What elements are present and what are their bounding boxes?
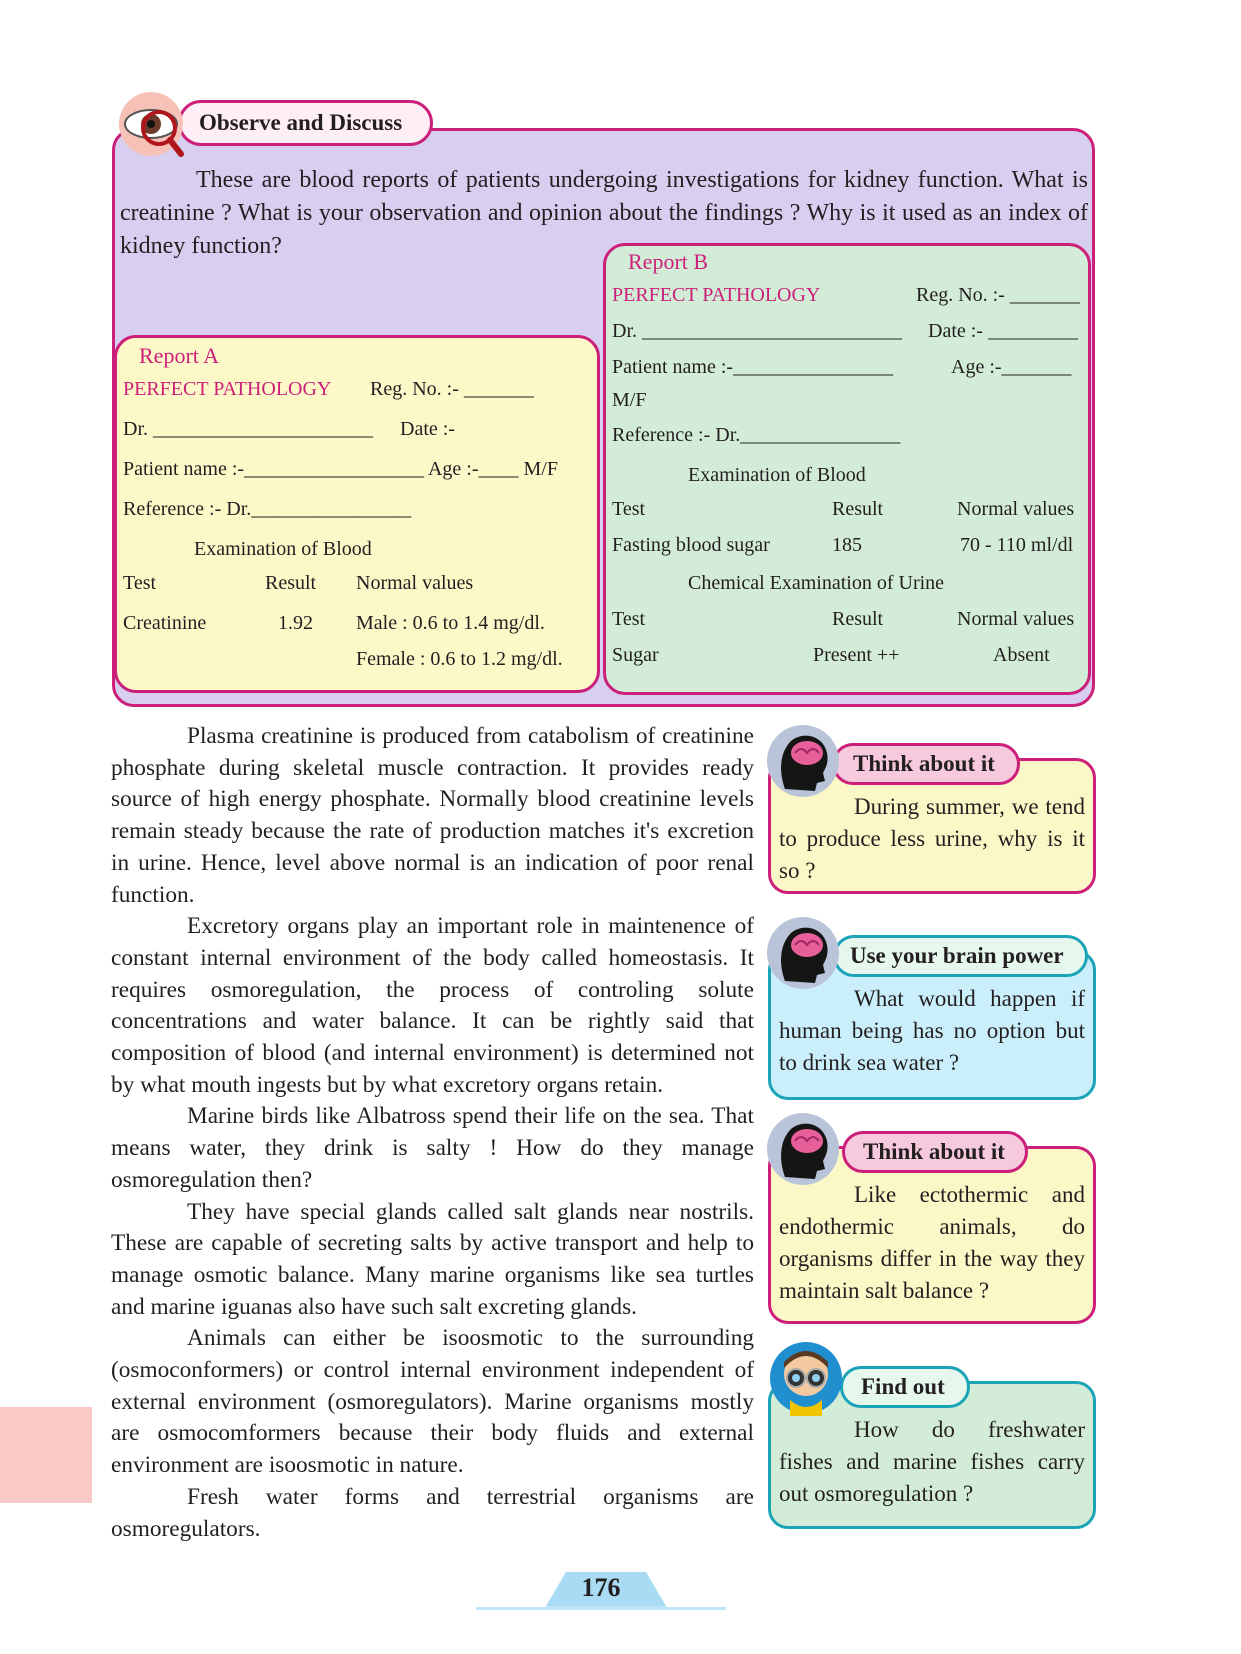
body-paragraph: Animals can either be isoosmotic to the surrounding (osmoconformers) or control internal environment independent of external environment (osmoregulators). Marine organisms mostly are osmocomformers because their body fluids and external environment are isoosmotic in nature. [111, 1325, 754, 1479]
body-paragraph: Marine birds like Albatross spend their life on the sea. That means water, they drink is salty ! How do they manage osmoregulation then? [111, 1103, 754, 1193]
brain-head-icon [765, 915, 841, 991]
report-b-header-normal: Normal values [957, 498, 1075, 520]
report-b-date: Date :- _________ [928, 320, 1078, 342]
body-paragraph: Fresh water forms and terrestrial organisms are osmoregulators. [111, 1483, 754, 1542]
report-a-test: Creatinine [123, 612, 207, 634]
report-a-card [114, 335, 600, 693]
report-b-doctor: Dr. __________________________ [612, 320, 902, 342]
report-b-reference: Reference :- Dr.________________ [612, 424, 901, 446]
chapter-margin-tab [0, 1407, 92, 1503]
report-a-normal-female: Female : 0.6 to 1.2 mg/dl. [356, 648, 563, 670]
think-about-it-text: During summer, we tend to produce less urine, why is it so ? [779, 794, 1085, 883]
find-out-text: How do freshwater fishes and marine fishes carry out osmoregulation ? [779, 1417, 1085, 1506]
report-b-header-result: Result [832, 498, 884, 520]
report-b-gender: M/F [612, 389, 647, 411]
find-out-title: Find out [840, 1366, 970, 1408]
report-b-section-blood: Examination of Blood [688, 464, 866, 486]
report-a-reference: Reference :- Dr.________________ [123, 498, 412, 520]
report-a-patient: Patient name :-__________________ Age :-____ M/F [123, 458, 558, 480]
report-b-patient: Patient name :-________________ [612, 356, 894, 378]
report-b-header-test: Test [612, 498, 646, 520]
report-b-title: Report B [628, 249, 709, 274]
page-number: 176 [581, 1573, 621, 1602]
page-number-banner [476, 1570, 726, 1610]
report-a-doctor: Dr. ______________________ [123, 418, 373, 440]
observe-intro-text: These are blood reports of patients undergoing investigations for kidney function. What is creatinine ? What is your observation and opinion about the findings ? Why is it used as an index of kidney function? [120, 167, 1088, 259]
brain-head-icon [765, 1111, 841, 1187]
report-b-blood-result: 185 [832, 534, 862, 556]
brain-power-text: What would happen if human being has no option but to drink sea water ? [779, 986, 1085, 1075]
report-b-urine-normal: Absent [993, 644, 1050, 666]
report-b-age: Age :-_______ [951, 356, 1072, 378]
report-a-section: Examination of Blood [194, 538, 372, 560]
observe-discuss-title: Observe and Discuss [178, 100, 433, 146]
report-a-normal-male: Male : 0.6 to 1.4 mg/dl. [356, 612, 545, 634]
think-about-it-title: Think about it [832, 743, 1020, 785]
binoculars-kid-icon [768, 1340, 844, 1416]
brain-head-icon [765, 723, 841, 799]
report-a-lab-name: PERFECT PATHOLOGY [123, 378, 332, 400]
report-a-title: Report A [139, 343, 220, 368]
report-b-section-urine: Chemical Examination of Urine [688, 572, 945, 594]
report-a-header-result: Result [265, 572, 317, 594]
report-b-blood-normal: 70 - 110 ml/dl [960, 534, 1074, 556]
report-b-urine-test: Sugar [612, 644, 659, 666]
report-b-urine-header-test: Test [612, 608, 646, 630]
report-b-blood-test: Fasting blood sugar [612, 534, 770, 556]
think-about-it-title: Think about it [842, 1131, 1028, 1173]
report-a-header-test: Test [123, 572, 157, 594]
report-a-date: Date :- [400, 418, 455, 440]
report-a-reg-no: Reg. No. :- _______ [370, 378, 534, 400]
report-b-lab-name: PERFECT PATHOLOGY [612, 284, 821, 306]
report-b-urine-result: Present ++ [813, 644, 900, 666]
think-about-it-text: Like ectothermic and endothermic animals, do organisms differ in the way they maintain salt balance ? [779, 1182, 1085, 1303]
report-b-card [603, 243, 1091, 695]
main-body-text [111, 721, 754, 1545]
body-paragraph: Plasma creatinine is produced from catabolism of creatinine phosphate during skeletal muscle contraction. It provides ready source of high energy phosphate. Normally blood creatinine levels remain steady because the rate of production matches it's excretion in urine. Hence, level above normal is an indication of poor renal function. [111, 723, 754, 908]
report-a-result: 1.92 [278, 612, 313, 634]
brain-power-title: Use your brain power [833, 935, 1088, 977]
report-b-urine-header-normal: Normal values [957, 608, 1075, 630]
eye-magnifier-icon [115, 90, 191, 166]
report-b-reg-no: Reg. No. :- _______ [916, 284, 1080, 306]
report-a-header-normal: Normal values [356, 572, 474, 594]
body-paragraph: They have special glands called salt glands near nostrils. These are capable of secreting salts by active transport and help to manage osmotic balance. Many marine organisms like sea turtles and marine iguanas also have such salt excreting glands. [111, 1198, 754, 1320]
report-b-urine-header-result: Result [832, 608, 884, 630]
body-paragraph: Excretory organs play an important role in maintenence of constant internal environment of the body called homeostasis. It requires osmoregulation, the process of controling solute concentrations and water balance. It can be rightly said that composition of blood (and internal environment) is determined not by what mouth ingests but by what excretory organs retain. [111, 913, 754, 1098]
